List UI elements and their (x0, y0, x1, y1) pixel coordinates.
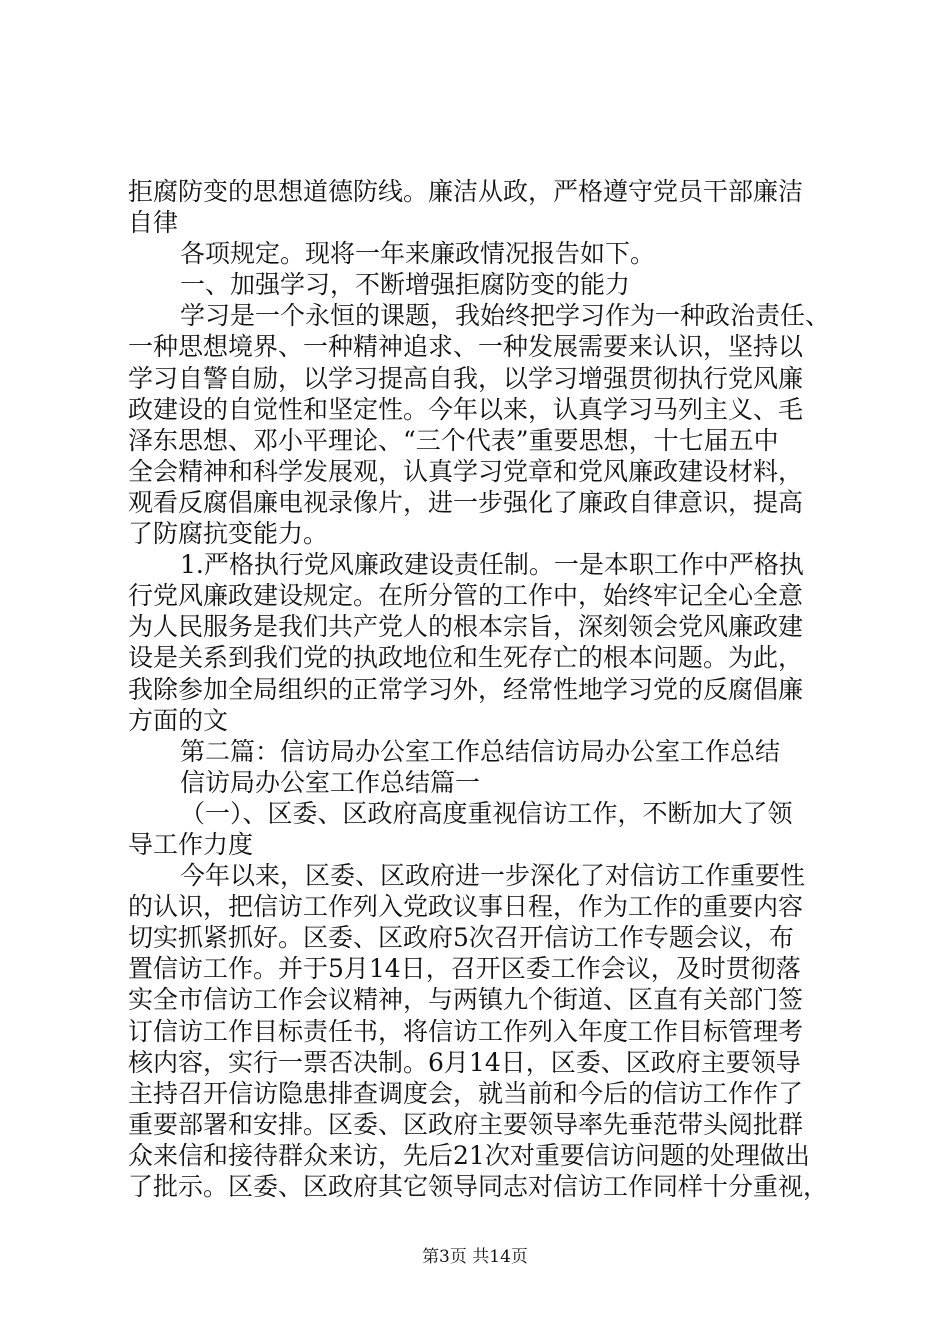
text-line: 信访局办公室工作总结篇一 (180, 767, 481, 797)
text-line: 的认识，把信访工作列入党政议事日程，作为工作的重要内容 (128, 892, 804, 922)
text-line: 主持召开信访隐患排查调度会，就当前和今后的信访工作作了 (128, 1078, 804, 1108)
text-line: 重要部署和安排。区委、区政府主要领导率先垂范带头阅批群 (128, 1109, 804, 1139)
text-line: 了防腐抗变能力。 (128, 519, 329, 549)
text-line: 1.严格执行党风廉政建设责任制。一是本职工作中严格执 (180, 550, 804, 580)
text-line: 为人民服务是我们共产党人的根本宗旨，深刻领会党风廉政建 (128, 612, 804, 642)
text-line: 全会精神和科学发展观，认真学习党章和党风廉政建设材料， (128, 456, 804, 486)
text-line: 拒腐防变的思想道德防线。廉洁从政，严格遵守党员干部廉洁 (128, 177, 804, 206)
text-line: 一、加强学习，不断增强拒腐防变的能力 (180, 270, 631, 300)
text-line: 了批示。区委、区政府其它领导同志对信访工作同样十分重视， (128, 1172, 829, 1201)
text-line: 方面的文 (128, 705, 229, 735)
page-number-footer: 第3页 共14页 (422, 1247, 528, 1267)
text-line: 实全市信访工作会议精神，与两镇九个街道、区直有关部门签 (128, 985, 804, 1015)
text-line: 置信访工作。并于5月14日，召开区委工作会议，及时贯彻落 (128, 954, 801, 984)
text-line: 观看反腐倡廉电视录像片，进一步强化了廉政自律意识，提高 (128, 487, 804, 517)
text-line: 切实抓紧抓好。区委、区政府5次召开信访工作专题会议，布 (128, 923, 794, 953)
text-line: 行党风廉政建设规定。在所分管的工作中，始终牢记全心全意 (128, 581, 804, 611)
text-line: 核内容，实行一票否决制。6月14日，区委、区政府主要领导 (128, 1047, 801, 1077)
text-line: 今年以来，区委、区政府进一步深化了对信访工作重要性 (180, 861, 806, 891)
text-line: 学习是一个永恒的课题，我始终把学习作为一种政治责任、 (180, 301, 831, 331)
document-body (128, 176, 831, 1202)
text-line: 各项规定。现将一年来廉政情况报告如下。 (180, 239, 656, 269)
text-line: 设是关系到我们党的执政地位和生死存亡的根本问题。为此， (128, 643, 804, 673)
text-line: 导工作力度 (128, 829, 254, 859)
text-line: 政建设的自觉性和坚定性。今年以来，认真学习马列主义、毛 (128, 394, 804, 424)
text-line: 一种思想境界、一种精神追求、一种发展需要来认识，坚持以 (128, 332, 804, 362)
text-line: 我除参加全局组织的正常学习外，经常性地学习党的反腐倡廉 (128, 674, 804, 704)
text-line: 自律 (128, 208, 179, 238)
text-line: 泽东思想、邓小平理论、“三个代表”重要思想，十七届五中 (128, 425, 779, 455)
text-line: 学习自警自励，以学习提高自我，以学习增强贯彻执行党风廉 (128, 363, 804, 393)
text-line: 订信访工作目标责任书，将信访工作列入年度工作目标管理考 (128, 1016, 804, 1046)
text-line: （一）、区委、区政府高度重视信访工作，不断加大了领 (180, 798, 793, 828)
text-line: 第二篇：信访局办公室工作总结信访局办公室工作总结 (180, 736, 781, 766)
text-line: 众来信和接待群众来访，先后21次对重要信访问题的处理做出 (128, 1140, 810, 1170)
